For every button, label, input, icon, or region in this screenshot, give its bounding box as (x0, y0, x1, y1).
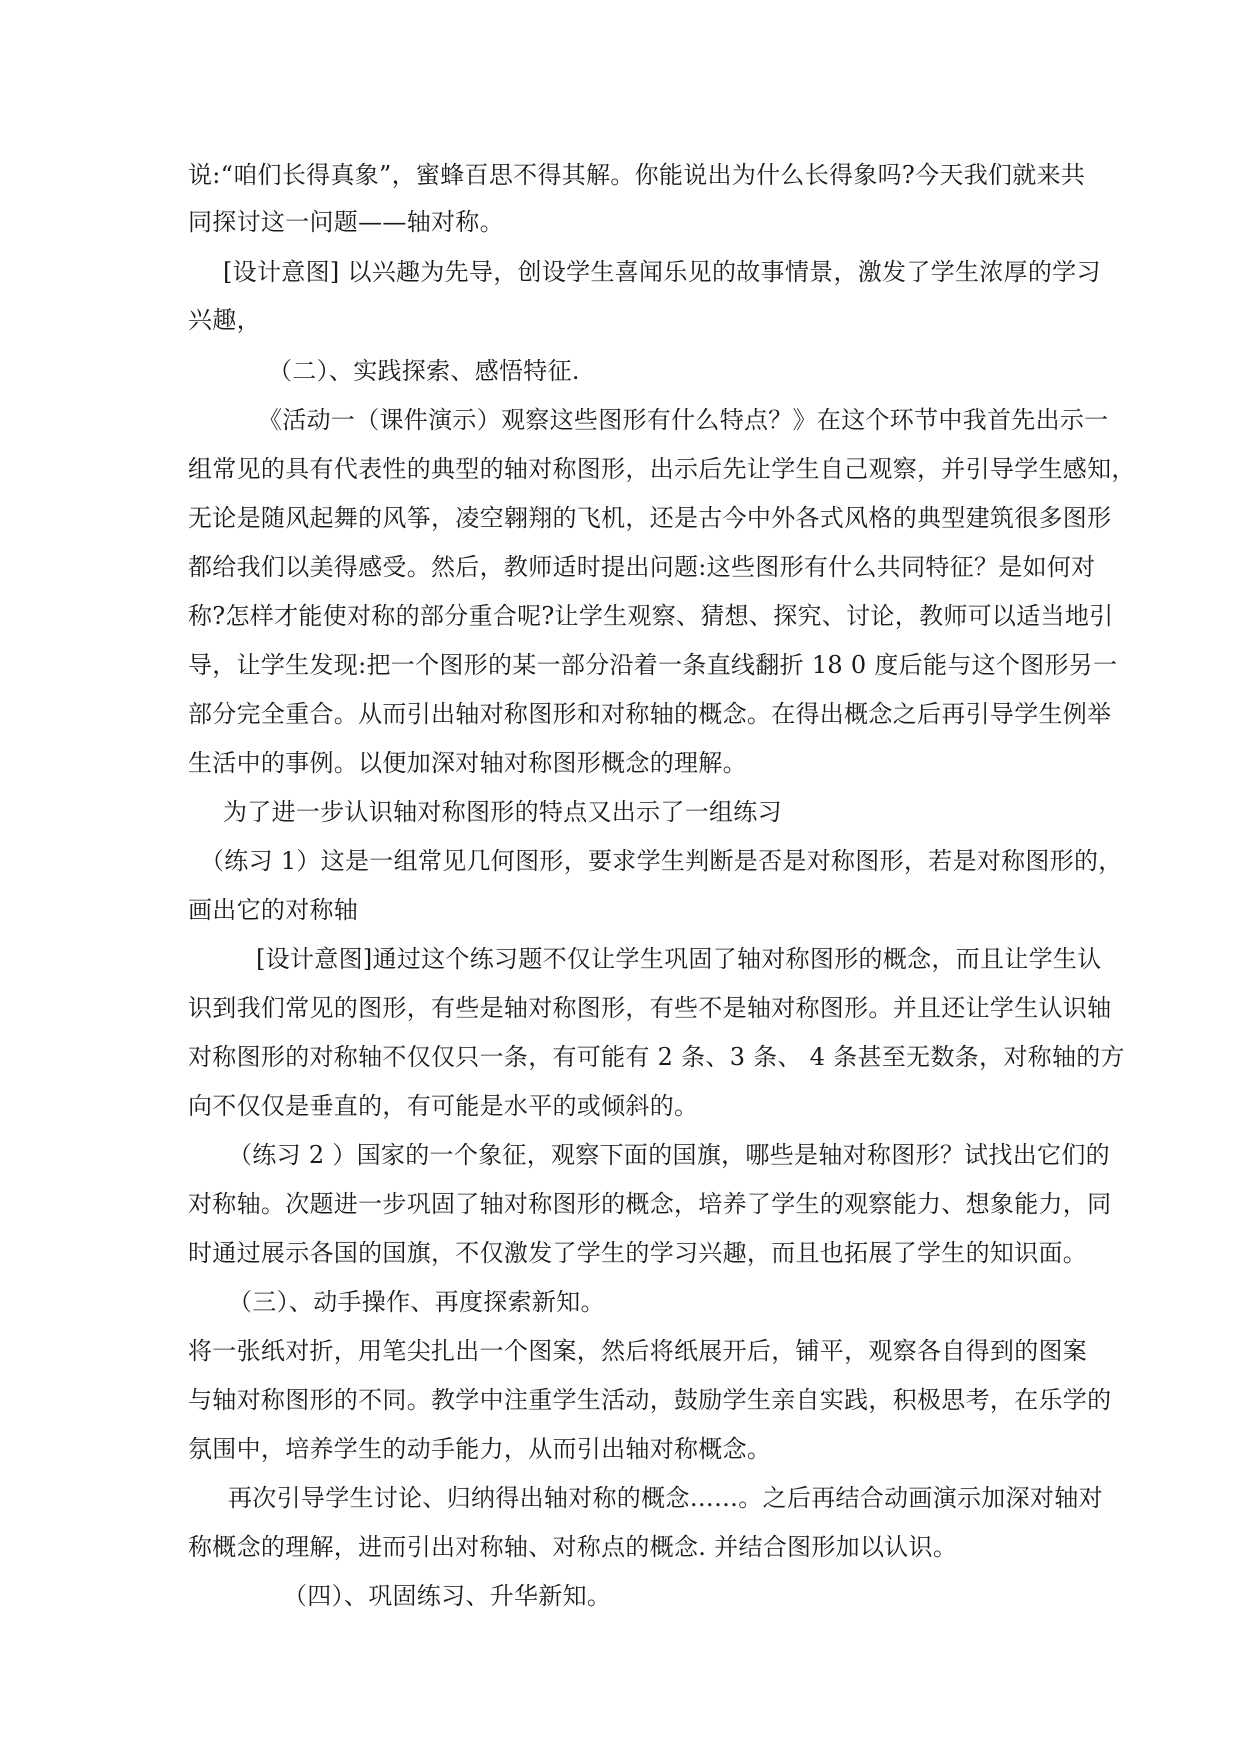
text-line: 识到我们常见的图形，有些是轴对称图形，有些不是轴对称图形。并且还让学生认识轴 (188, 994, 1112, 1022)
text-line: 时通过展示各国的国旗，不仅激发了学生的学习兴趣，而且也拓展了学生的知识面。 (188, 1239, 1088, 1267)
text-line: 生活中的事例。以便加深对轴对称图形概念的理解。 (188, 749, 747, 777)
section-heading: （四）、巩固练习、升华新知。 (283, 1582, 612, 1610)
text-line: [设计意图] 以兴趣为先导，创设学生喜闻乐见的故事情景，激发了学生浓厚的学习 (223, 258, 1101, 286)
text-line: 对称图形的对称轴不仅仅只一条，有可能有 2 条、3 条、 4 条甚至无数条，对称轴的方 (188, 1043, 1125, 1071)
text-line: 说:“咱们长得真象”，蜜蜂百思不得其解。你能说出为什么长得象吗?今天我们就来共 (188, 161, 1086, 189)
text-line: 兴趣， (188, 306, 261, 334)
text-line: 对称轴。次题进一步巩固了轴对称图形的概念，培养了学生的观察能力、想象能力，同 (188, 1190, 1112, 1218)
text-line: 部分完全重合。从而引出轴对称图形和对称轴的概念。在得出概念之后再引导学生例举 (188, 700, 1112, 728)
text-line: 向不仅仅是垂直的，有可能是水平的或倾斜的。 (188, 1092, 699, 1120)
text-line: （练习 2 ）国家的一个象征，观察下面的国旗，哪些是轴对称图形？试找出它们的 (228, 1141, 1110, 1169)
text-line: 导，让学生发现:把一个图形的某一部分沿着一条直线翻折 18 0 度后能与这个图形另一 (188, 651, 1118, 679)
text-line: （练习 1）这是一组常见几何图形，要求学生判断是否是对称图形，若是对称图形的， (200, 847, 1123, 875)
section-heading: （二）、实践探索、感悟特征. (268, 357, 580, 385)
text-line: 称概念的理解，进而引出对称轴、对称点的概念. 并结合图形加以认识。 (188, 1533, 958, 1561)
text-line: 氛围中，培养学生的动手能力，从而引出轴对称概念。 (188, 1435, 772, 1463)
text-line: 《活动一（课件演示）观察这些图形有什么特点？》在这个环节中我首先出示一 (258, 406, 1109, 434)
text-line: 同探讨这一问题——轴对称。 (188, 208, 504, 236)
text-line: [设计意图]通过这个练习题不仅让学生巩固了轴对称图形的概念，而且让学生认 (256, 945, 1102, 973)
text-line: 都给我们以美得感受。然后，教师适时提出问题:这些图形有什么共同特征？是如何对 (188, 553, 1096, 581)
text-line: 将一张纸对折，用笔尖扎出一个图案，然后将纸展开后，铺平，观察各自得到的图案 (188, 1337, 1088, 1365)
text-line: 为了进一步认识轴对称图形的特点又出示了一组练习 (223, 798, 782, 826)
text-line: 画出它的对称轴 (188, 896, 359, 924)
text-line: 称?怎样才能使对称的部分重合呢?让学生观察、猜想、探究、讨论，教师可以适当地引 (188, 602, 1114, 630)
text-line: 组常见的具有代表性的典型的轴对称图形，出示后先让学生自己观察，并引导学生感知， (188, 455, 1136, 483)
text-line: 再次引导学生讨论、归纳得出轴对称的概念……。之后再结合动画演示加深对轴对 (228, 1484, 1103, 1512)
text-line: 无论是随风起舞的风筝，凌空翱翔的飞机，还是古今中外各式风格的典型建筑很多图形 (188, 504, 1112, 532)
section-heading: （三）、动手操作、再度探索新知。 (228, 1288, 605, 1316)
text-line: 与轴对称图形的不同。教学中注重学生活动，鼓励学生亲自实践，积极思考，在乐学的 (188, 1386, 1112, 1414)
